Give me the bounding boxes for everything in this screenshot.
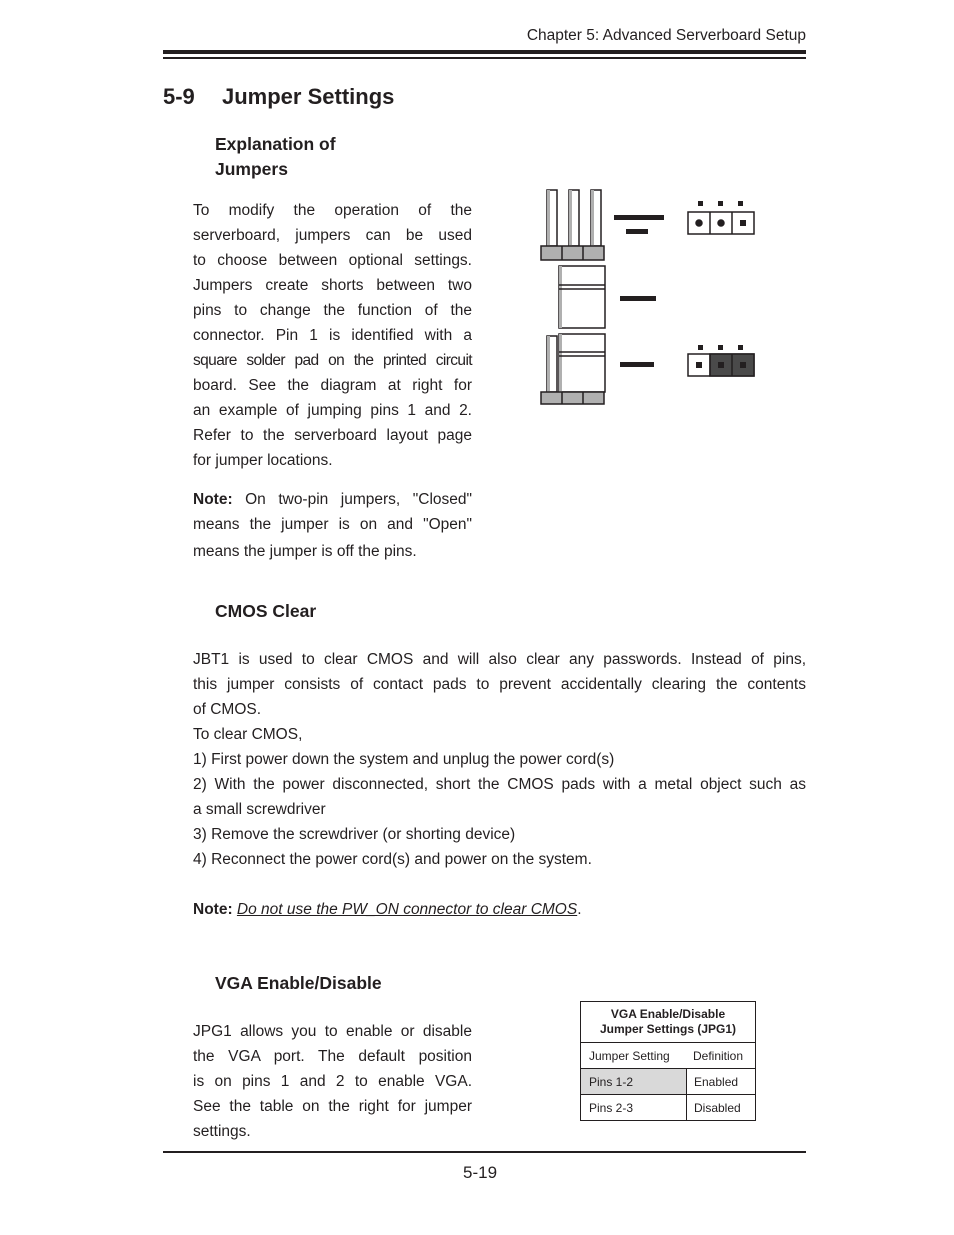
cmos-note [193,897,582,922]
section-title-text: Jumper Settings [222,84,395,109]
section-title [163,84,394,110]
jumper-diagram [538,186,760,408]
cmos-paragraph [193,647,806,872]
cmos-line: JBT1 is used to clear CMOS and will also clear any passwords. Instead of pins, [193,651,806,668]
table-cell-setting: Pins 2-3 [581,1095,687,1120]
explanation-line: Refer to the serverboard layout page [193,427,472,444]
vga-line: is on pins 1 and 2 to enable VGA. [193,1073,472,1090]
three-pin-header-open [688,201,754,234]
table-caption-line1: VGA Enable/Disable [610,1007,726,1021]
section-number: 5-9 [163,84,195,109]
jumper-diagram-svg [538,186,760,408]
explanation-heading [215,132,336,182]
cmos-line: 3) Remove the screwdriver (or shorting device) [193,826,516,843]
table-caption [581,1002,755,1043]
explanation-note [193,487,472,564]
explanation-line: pins to change the function of the [193,302,472,319]
vga-line: the VGA port. The default position [193,1048,472,1065]
cmos-line: a small screwdriver [193,801,326,818]
page-number: 5-19 [463,1163,498,1182]
cmos-heading: CMOS Clear [215,601,317,621]
explanation-line: board. See the diagram at right for [193,377,472,394]
header-rule-thin [163,57,806,59]
explanation-line: square solder pad on the printed circuit [193,352,472,369]
note-line: means the jumper is on and "Open" [193,516,472,533]
table-cell-definition: Enabled [694,1074,739,1089]
footer-rule [163,1151,806,1153]
explanation-line: serverboard, jumpers can be used [193,227,472,244]
header-rule-thick [163,50,806,54]
running-header: Chapter 5: Advanced Serverboard Setup [526,27,806,44]
explanation-heading-line2: Jumpers [215,159,288,179]
explanation-paragraph [193,198,472,473]
vga-line: JPG1 allows you to enable or disable [193,1023,472,1040]
vga-line: See the table on the right for jumper [193,1098,472,1115]
table-header-definition: Definition [693,1048,744,1063]
table-cell-setting: Pins 1-2 [581,1069,687,1094]
table-header-setting: Jumper Setting [589,1048,670,1063]
explanation-line: to choose between optional settings. [193,252,472,269]
cmos-line: 2) With the power disconnected, short the CMOS pads with a metal object such as [193,776,806,793]
cmos-line: this jumper consists of contact pads to prevent accidentally clearing the contents [193,676,806,693]
three-pin-header-jumpered [688,345,754,376]
explanation-heading-line1: Explanation of [215,134,336,154]
explanation-line: connector. Pin 1 is identified with a [193,327,472,344]
pin-illustration [541,190,604,260]
table-header-row [581,1043,755,1069]
explanation-line: for jumper locations. [193,452,333,469]
cmos-note-label: Note: [193,901,233,918]
explanation-line: Jumpers create shorts between two [193,277,472,294]
explanation-line: To modify the operation of the [193,202,472,219]
table-cell-definition: Disabled [694,1100,741,1115]
jumper-on-pins-illustration [541,334,605,404]
note-line: means the jumper is off the pins. [193,543,417,560]
vga-paragraph [193,1019,472,1144]
cmos-note-end: . [577,901,582,918]
vga-line: settings. [193,1123,251,1140]
explanation-line: an example of jumping pins 1 and 2. [193,402,472,419]
cmos-line: 1) First power down the system and unplug the power cord(s) [193,751,615,768]
diagram-label-marks [614,215,664,367]
table-row [581,1069,755,1095]
table-caption-line2: Jumper Settings (JPG1) [599,1022,737,1036]
note-line [193,487,472,512]
cmos-line: To clear CMOS, [193,726,303,743]
cmos-note-text: Do not use the PW_ON connector to clear CMOS [236,901,578,918]
jumper-cap-illustration [559,266,605,328]
vga-heading: VGA Enable/Disable [215,973,382,993]
table-row [581,1095,755,1120]
cmos-line: of CMOS. [193,701,262,718]
note-label: Note: [193,491,233,508]
jumper-settings-table [580,1001,756,1121]
note-text: On two-pin jumpers, "Closed" [245,491,472,508]
cmos-line: 4) Reconnect the power cord(s) and power on the system. [193,851,592,868]
